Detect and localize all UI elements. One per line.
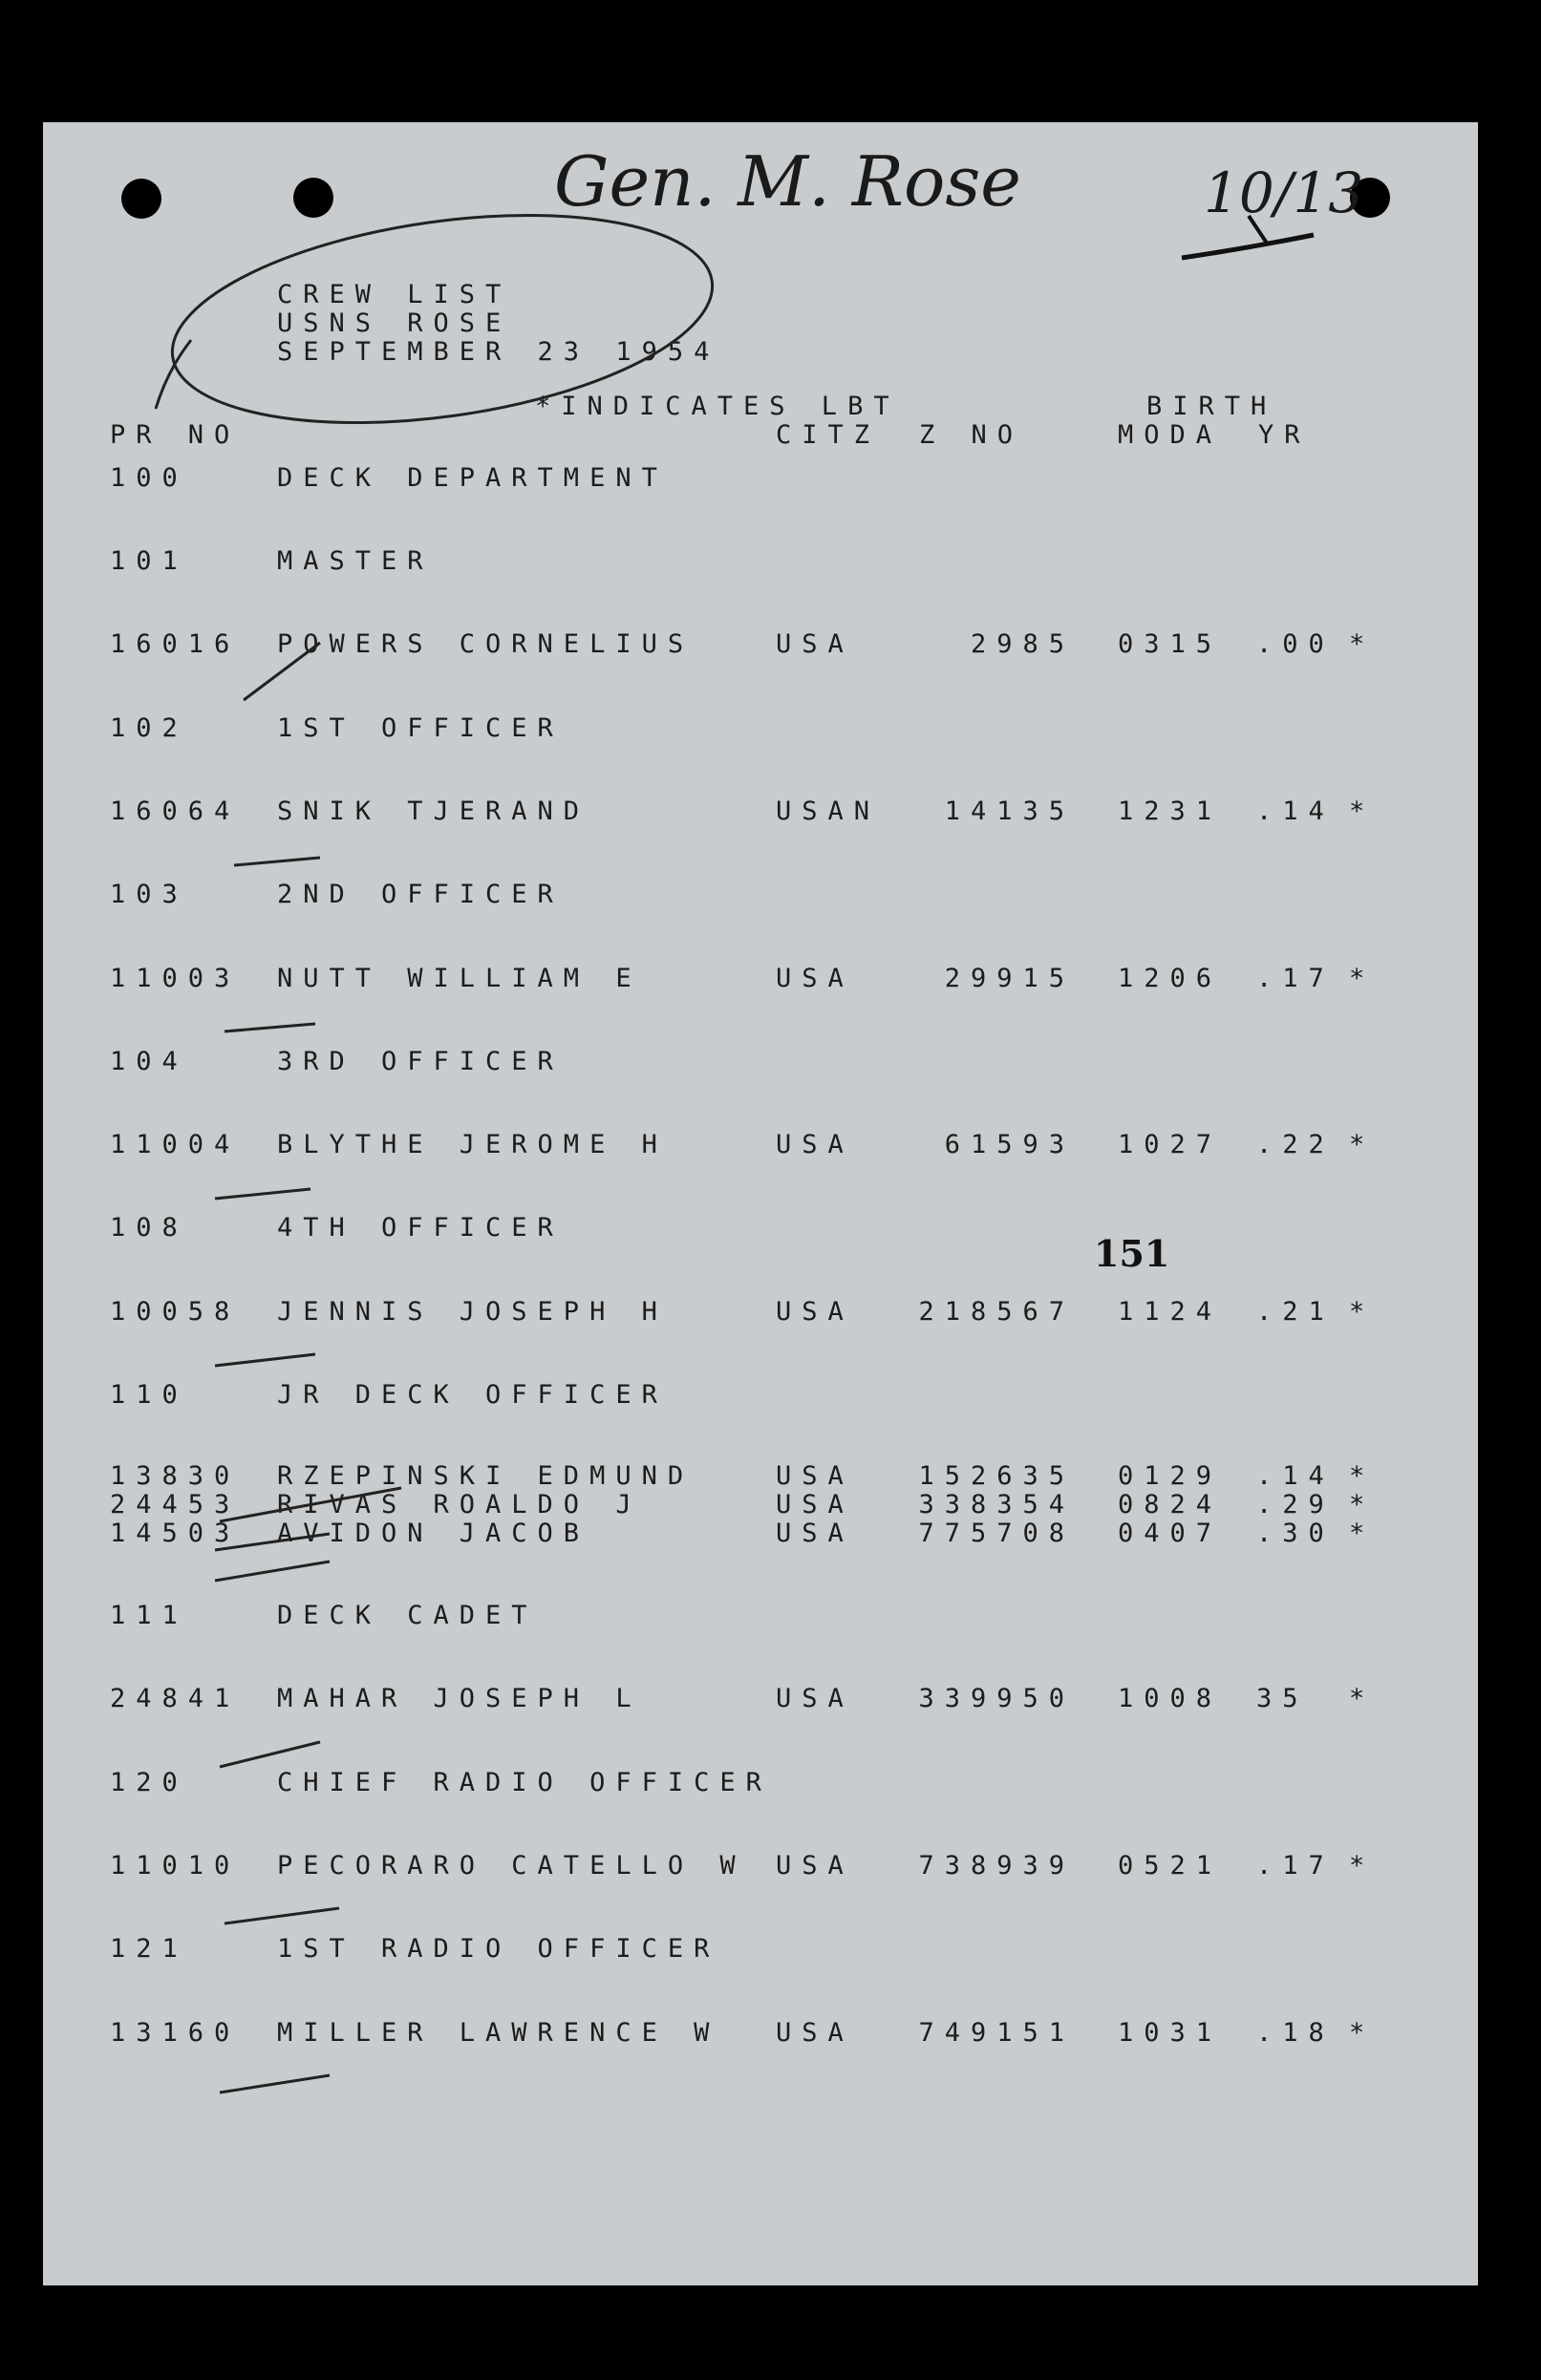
section-code: 100 (110, 463, 188, 493)
table-row (43, 1462, 1478, 1493)
column-header-citz: CITZ (776, 420, 881, 450)
z-number: 218567 (918, 1297, 1075, 1327)
birth-yr: .00 (1256, 629, 1335, 659)
section-row (43, 881, 1478, 911)
section-row (43, 1602, 1478, 1632)
section-title: DECK DEPARTMENT (277, 463, 668, 493)
pr-number: 16016 (110, 629, 241, 659)
section-code: 103 (110, 880, 188, 909)
section-title: JR DECK OFFICER (277, 1380, 668, 1410)
lbt-indicator: * (1349, 1461, 1376, 1491)
citizenship: USA (776, 1461, 854, 1491)
table-row (43, 965, 1478, 995)
birth-yr: 35 (1256, 1684, 1309, 1713)
check-mark-10 (225, 1908, 339, 1923)
section-title: 2ND OFFICER (277, 880, 564, 909)
crew-name: PECORARO CATELLO W (277, 1851, 746, 1881)
citizenship: USA (776, 1490, 854, 1519)
crew-name: POWERS CORNELIUS (277, 629, 695, 659)
section-title: 4TH OFFICER (277, 1213, 564, 1243)
crew-list-page (43, 122, 1478, 2285)
section-code: 111 (110, 1601, 188, 1630)
birth-yr: .14 (1256, 1461, 1335, 1491)
pr-number: 11010 (110, 1851, 241, 1881)
section-row (43, 1214, 1478, 1244)
check-mark-9 (220, 1742, 320, 1767)
check-mark-8 (215, 1562, 330, 1581)
section-title: DECK CADET (277, 1601, 538, 1630)
lbt-indicator: * (1349, 797, 1376, 826)
crew-name: JENNIS JOSEPH H (277, 1297, 668, 1327)
column-header-pr-no: PR NO (110, 420, 241, 450)
legend-indicates-lbt: *INDICATES LBT (535, 392, 900, 421)
check-mark-3 (225, 1024, 315, 1031)
header-line-1: CREW LIST (277, 280, 512, 309)
citizenship: USA (776, 1519, 854, 1548)
z-number: 749151 (918, 2018, 1075, 2048)
birth-moda: 0407 (1118, 1519, 1223, 1548)
section-code: 104 (110, 1047, 188, 1076)
table-row (43, 1298, 1478, 1328)
citizenship: USA (776, 1684, 854, 1713)
table-row (43, 2019, 1478, 2050)
punch-hole-left-1 (121, 179, 161, 219)
pr-number: 11003 (110, 964, 241, 993)
birth-moda: 0521 (1118, 1851, 1223, 1881)
table-row (43, 1491, 1478, 1521)
lbt-indicator: * (1349, 1519, 1376, 1548)
lbt-indicator: * (1349, 964, 1376, 993)
pr-number: 13830 (110, 1461, 241, 1491)
crew-name: RZEPINSKI EDMUND (277, 1461, 695, 1491)
citizenship: USA (776, 1297, 854, 1327)
birth-yr: .21 (1256, 1297, 1335, 1327)
pr-number: 13160 (110, 2018, 241, 2048)
pr-number: 10058 (110, 1297, 241, 1327)
section-row (43, 1769, 1478, 1799)
lbt-indicator: * (1349, 1297, 1376, 1327)
crew-name: SNIK TJERAND (277, 797, 590, 826)
punch-hole-left-2 (293, 178, 333, 218)
table-row (43, 1519, 1478, 1550)
birth-moda: 0824 (1118, 1490, 1223, 1519)
citizenship: USA (776, 1851, 854, 1881)
check-mark-11 (220, 2075, 330, 2093)
section-row (43, 1935, 1478, 1966)
birth-moda: 1124 (1118, 1297, 1223, 1327)
pr-number: 24841 (110, 1684, 241, 1713)
lbt-indicator: * (1349, 1684, 1376, 1713)
z-number: 29915 (944, 964, 1075, 993)
birth-moda: 0129 (1118, 1461, 1223, 1491)
stamp-number: 151 (1094, 1232, 1170, 1275)
lbt-indicator: * (1349, 1490, 1376, 1519)
column-header-moda: MODA (1118, 420, 1223, 450)
section-row (43, 714, 1478, 745)
header-circle-tail (156, 340, 191, 409)
crew-name: MAHAR JOSEPH L (277, 1684, 642, 1713)
section-code: 108 (110, 1213, 188, 1243)
handwritten-title: Gen. M. Rose (554, 141, 1021, 222)
section-row (43, 547, 1478, 578)
z-number: 2985 (970, 629, 1075, 659)
citizenship: USA (776, 1130, 854, 1159)
section-code: 110 (110, 1380, 188, 1410)
table-row (43, 1685, 1478, 1715)
crew-name: MILLER LAWRENCE W (277, 2018, 720, 2048)
section-row (43, 1381, 1478, 1412)
column-header-z-no: Z NO (919, 420, 1024, 450)
z-number: 14135 (944, 797, 1075, 826)
crew-name: AVIDON JACOB (277, 1519, 590, 1548)
birth-yr: .17 (1256, 1851, 1335, 1881)
crew-name: BLYTHE JEROME H (277, 1130, 668, 1159)
lbt-indicator: * (1349, 1130, 1376, 1159)
table-row (43, 1852, 1478, 1882)
birth-moda: 1231 (1118, 797, 1223, 826)
section-code: 102 (110, 713, 188, 743)
pr-number: 11004 (110, 1130, 241, 1159)
check-mark-2 (234, 858, 320, 865)
birth-yr: .17 (1256, 964, 1335, 993)
z-number: 775708 (918, 1519, 1075, 1548)
section-title: MASTER (277, 546, 434, 576)
page-number-underline (1182, 235, 1314, 258)
birth-yr: .29 (1256, 1490, 1335, 1519)
table-row (43, 797, 1478, 828)
section-row (43, 1048, 1478, 1078)
z-number: 339950 (918, 1684, 1075, 1713)
crew-name: RIVAS ROALDO J (277, 1490, 642, 1519)
pr-number: 16064 (110, 797, 241, 826)
birth-moda: 0315 (1118, 629, 1223, 659)
section-code: 121 (110, 1934, 188, 1964)
birth-moda: 1027 (1118, 1130, 1223, 1159)
lbt-indicator: * (1349, 2018, 1376, 2048)
header-line-2: USNS ROSE (277, 308, 512, 338)
check-mark-4 (215, 1189, 310, 1199)
z-number: 61593 (944, 1130, 1075, 1159)
lbt-indicator: * (1349, 1851, 1376, 1881)
citizenship: USA (776, 629, 854, 659)
section-title: 1ST RADIO OFFICER (277, 1934, 720, 1964)
column-header-yr: YR (1258, 420, 1311, 450)
handwritten-page-number: 10/13 (1204, 160, 1364, 225)
section-title: 1ST OFFICER (277, 713, 564, 743)
birth-yr: .14 (1256, 797, 1335, 826)
crew-name: NUTT WILLIAM E (277, 964, 642, 993)
birth-moda: 1031 (1118, 2018, 1223, 2048)
section-row (43, 464, 1478, 495)
column-header-birth: BIRTH (1146, 392, 1277, 421)
citizenship: USA (776, 2018, 854, 2048)
check-mark-5 (215, 1354, 315, 1366)
lbt-indicator: * (1349, 629, 1376, 659)
section-code: 120 (110, 1768, 188, 1797)
birth-moda: 1206 (1118, 964, 1223, 993)
header-line-3: SEPTEMBER 23 1954 (277, 337, 720, 367)
section-code: 101 (110, 546, 188, 576)
z-number: 738939 (918, 1851, 1075, 1881)
pr-number: 24453 (110, 1490, 241, 1519)
birth-moda: 1008 (1118, 1684, 1223, 1713)
z-number: 152635 (918, 1461, 1075, 1491)
section-title: 3RD OFFICER (277, 1047, 564, 1076)
birth-yr: .30 (1256, 1519, 1335, 1548)
birth-yr: .22 (1256, 1130, 1335, 1159)
table-row (43, 1131, 1478, 1161)
table-row (43, 630, 1478, 661)
section-title: CHIEF RADIO OFFICER (277, 1768, 772, 1797)
citizenship: USAN (776, 797, 881, 826)
z-number: 338354 (918, 1490, 1075, 1519)
pr-number: 14503 (110, 1519, 241, 1548)
birth-yr: .18 (1256, 2018, 1335, 2048)
citizenship: USA (776, 964, 854, 993)
